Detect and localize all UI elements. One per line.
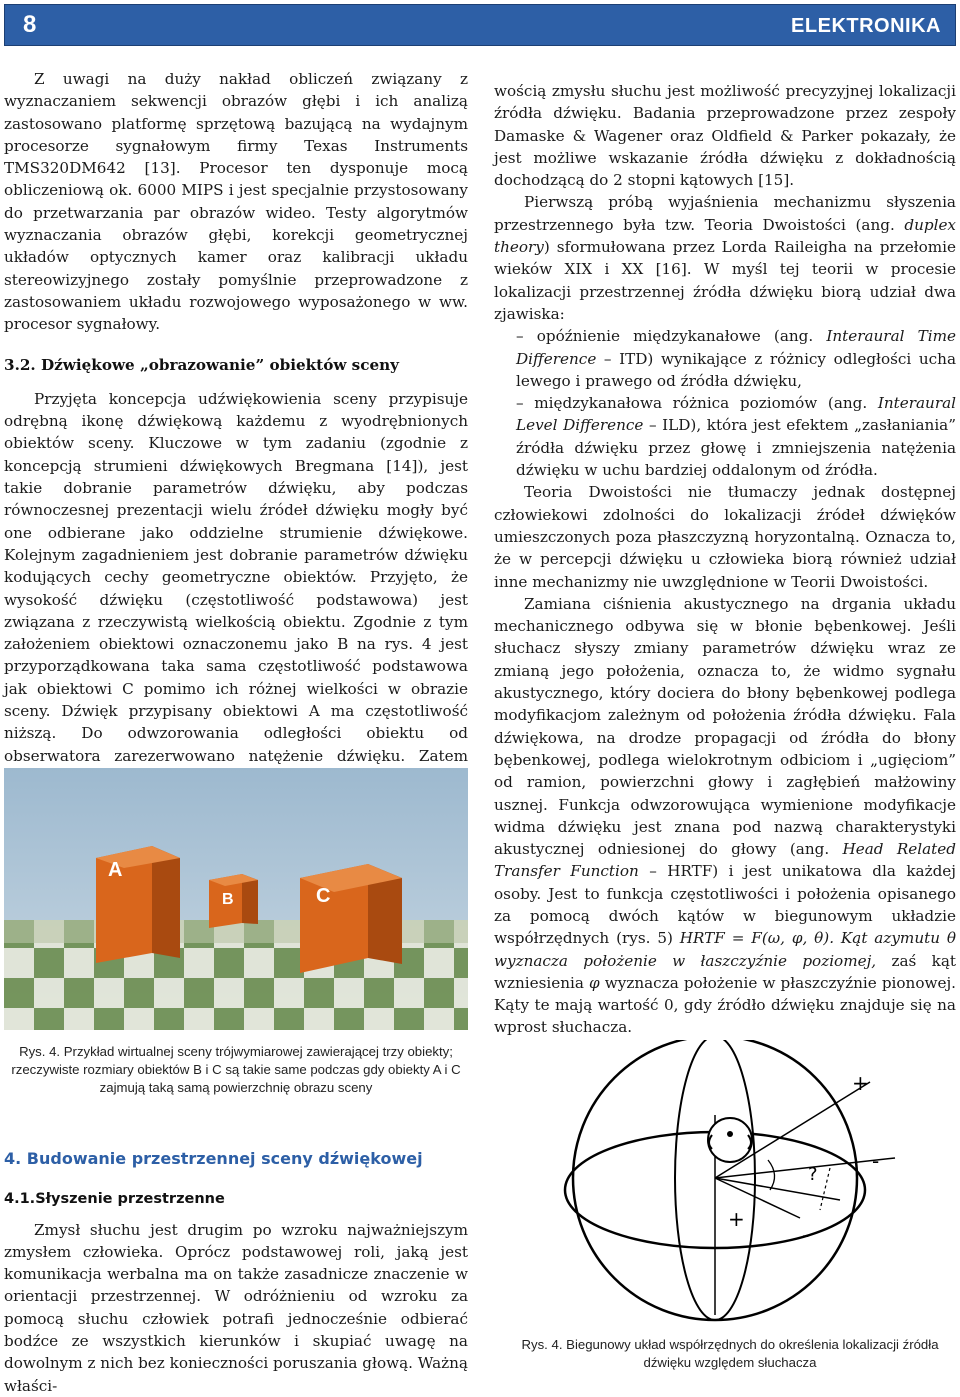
paragraph: wością zmysłu słuchu jest możliwość precyzyjnej lokalizacji źródła dźwięku. Badania przeprowadzone przez zespoły Damaske & Wagener oraz Oldfield & Parker pokazały, że jest możliwe wskazanie źródła dźwięku z dokładnością dochodzącą do 2 stopni kątowych [15]. [494,82,956,190]
section-title: ELEKTRONIKA [791,15,941,37]
paragraph: Teoria Dwoistości nie tłumaczy jednak dostępnej człowiekowi zdolności do lokalizacji źródeł dźwięków umieszczonych poza płaszczyzną horyzontalną. Oznacza to, że w percepcji dźwięku u człowieka biorą również udział inne mechanizmy nie uwzględnione w Teorii Dwoistości. [494,483,956,591]
paragraph: Z uwagi na duży nakład obliczeń związany z wyznaczaniem sekwencji obrazów głębi i ich analizą zastosowano platformę sprzętową bazującą na wydajnym procesorze sygnałowym firmy Texas Instruments TMS320DM642 [13]. Procesor ten dysponuje mocą obliczeniową ok. 6000 MIPS i jest specjalnie przystosowany do przetwarzania par obrazów wideo. Testy algorytmów wyznaczania obrazów głębi, korekcji geometrycznej układów optycznych kamer oraz kalibracji układu stereowizyjnego zostały pomyślnie przeprowadzone z zastosowaniem układu rozwojowego wyposażonego w ww. procesor sygnałowy. [4,70,468,334]
right-column [494,80,956,1039]
paragraph: Zamiana ciśnienia akustycznego na drgania układu mechanicznego odbywa się w błonie bębenkowej. Jeśli słuchacz słyszy zmiany parametrów dźwięku wraz ze zmianą jego położenia, oznacza to, że widmo sygnału akustycznego, który dociera do błony bębenkowej podlega modyfikacjom zależnym od położenia źródła dźwięku. Fala dźwiękowa, na drodze propagacji od źródła do błony bębenkowej, podlega wielokrotnym odbiciom i „ugięciom” od ramion, powierzchni głowy i zagłębień małżowiny usznej. Funkcja odwzorowująca wymienione modyfikacje widma dźwięku jest znana pod nazwą charakterystyki akustycznej odniesionej do głowy (ang. Head Related Transfer Function – HRTF) i jest unikatowa dla każdej osoby. Jest to funkcja częstotliwości i położenia opisanego za pomocą dwóch kątów w biegunowym układzie współrzędnych (rys. 5) HRTF = F(ω, φ, θ). Kąt azymutu θ wyznacza położenie w łaszczyźnie poziomej, zaś kąt wzniesienia φ wyznacza położenie w płaszczyźnie pionowej. Kąty te mają wartość 0, gdy źródło dźwięku znajduje się na wprost słuchacza. [494,594,956,1037]
page-header [4,4,956,46]
left-column-bottom [4,1148,468,1397]
paragraph: Przyjęta koncepcja udźwiękowienia sceny przypisuje odrębną ikonę dźwiękową każdemu z wyodrębnionych obiektów sceny. Kluczowe w tym zadaniu (zgodnie z koncepcją strumieni dźwiękowych Bregmana [14]), jest takie dobranie parametrów dźwięku, aby podczas równoczesnej prezentacji wielu źródeł dźwięku mogły być one odbierane jako oddzielne strumienie dźwiękowe. Kolejnym zagadnieniem jest dobranie parametrów dźwięku kodujących cechy geometryczne obiektów. Przyjęto, że wysokość dźwięku (częstotliwość podstawowa) jest związana z rzeczywistą wielkością obiektu. Zgodnie z tym założeniem obiektowi oznaczonemu jako B na rys. 4 jest przyporządkowana taka sama częstotliwość podstawowa jak obiektowi C pomimo ich różnej wielkości w obrazie sceny. Dźwięk przypisany obiektowi A ma częstotliwość niższą. Do odwzorowania odległości obiektu od obserwatora zarezerwowano natężenie dźwięku. Zatem [4,389,468,765]
label-minus-bottom: - [802,1223,810,1247]
polar-coordinate-diagram [540,1040,950,1330]
head-icon [708,1118,752,1162]
left-column-top [4,68,468,789]
box-label-b: B [222,891,234,908]
box-c [300,864,402,973]
paragraph: Pierwszą próbą wyjaśnienia mechanizmu słyszenia przestrzennego była tzw. Teoria Dwoistości (ang. duplex theory) sformułowana przez Lorda Raileigha na przełomie wieków XIX i XX [16]. W myśl tej teorii w procesie lokalizacji przestrzennej źródła dźwięku biorą udział dwa zjawiska: [494,193,956,323]
list-item: – opóźnienie międzykanałowe (ang. Interaural Time Difference – ITD) wynikające z różnicy odległości ucha lewego i prawego od źródła dźwięku, [516,327,956,390]
paragraph: Zmysł słuchu jest drugim po wzroku najważniejszym zmysłem człowieka. Oprócz podstawowej roli, jaką jest komunikacja werbalna ma on także zasadnicze znaczenie w orientacji przestrzennej. W odróżnieniu od wzroku za pomocą słuchu człowiek potrafi jednocześnie odbierać bodźce ze wszystkich kierunków i skupiać uwagę na dowolnym z nich bez konieczności poruszania głową. Ważną właści- [4,1220,468,1395]
box-label-a: A [108,859,123,881]
list-item: – międzykanałowa różnica poziomów (ang. Interaural Level Difference – ILD), która jest efektem „zasłaniania” źródła dźwięku przez głowę i zmniejszenia natężenia dźwięku w uchu bardziej oddalonym od źródła. [516,394,956,480]
label-plus-bottom: + [728,1207,745,1231]
figure-caption-polar: Rys. 4. Biegunowy układ współrzędnych do określenia lokalizacji źródła dźwięku względem słuchacza [521,1337,939,1370]
heading-4-1: 4.1.Słyszenie przestrzenne [4,1191,225,1208]
figure-caption-scene: Rys. 4. Przykład wirtualnej sceny trójwymiarowej zawierającej trzy obiekty; rzeczywiste rozmiary obiektów B i C są takie same podczas gdy obiekty A i C zajmują taką samą powierzchnię obrazu sceny [11,1044,461,1095]
label-plus-top: + [852,1071,869,1095]
box-label-c: C [316,885,331,907]
heading-4: 4. Budowanie przestrzennej sceny dźwiękowej [4,1149,423,1168]
box-a [96,846,180,963]
box-b [209,874,258,928]
label-question: ? [808,1164,818,1185]
page-number: 8 [23,11,37,38]
heading-3-2: 3.2. Dźwiękowe „obrazowanie” obiektów sceny [4,355,400,374]
scene-figure [4,768,468,1030]
label-minus-right: - [872,1149,880,1173]
